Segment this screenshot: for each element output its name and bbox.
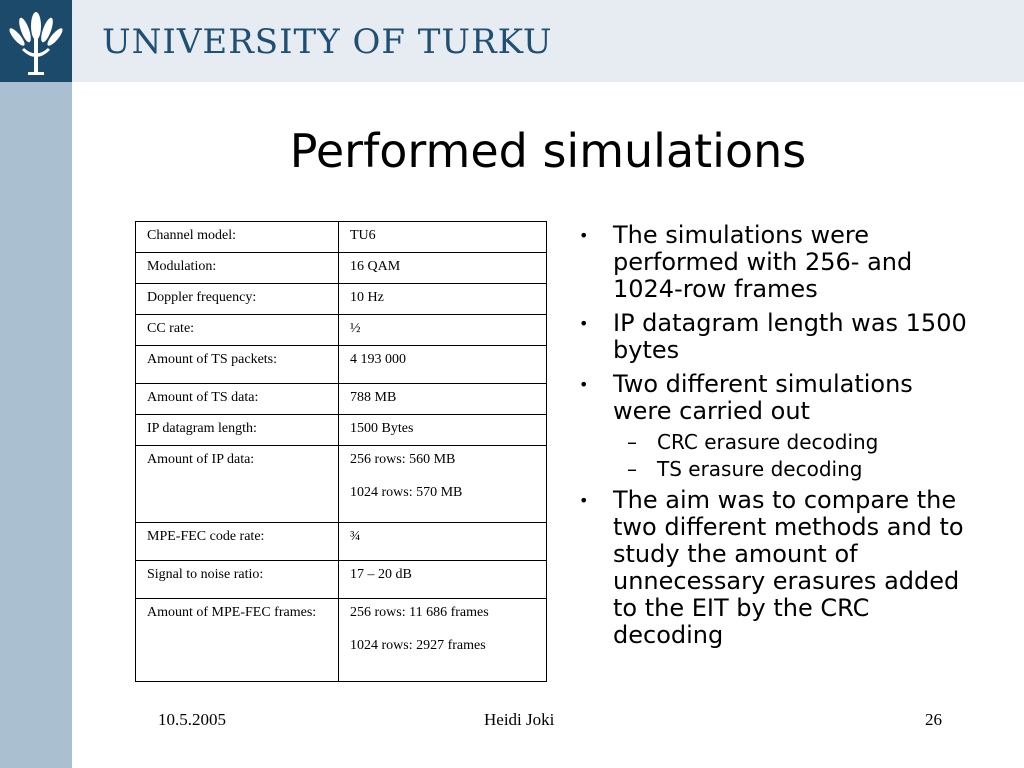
bullet-list <box>576 222 976 656</box>
list-item <box>576 222 976 303</box>
footer-date: 10.5.2005 <box>158 710 226 729</box>
list-item <box>576 310 976 364</box>
param-value <box>339 446 547 523</box>
param-label: Doppler frequency: <box>136 284 339 315</box>
param-label: Amount of IP data: <box>136 446 339 523</box>
param-value: 16 QAM <box>339 253 547 284</box>
university-name: UNIVERSITY OF TURKU <box>102 22 553 62</box>
param-value: 10 Hz <box>339 284 547 315</box>
simulation-parameters-table <box>135 221 547 682</box>
param-value <box>339 599 547 682</box>
table-row <box>136 315 547 346</box>
param-value: TU6 <box>339 222 547 253</box>
bullet-icon: • <box>579 375 589 394</box>
table-row <box>136 446 547 523</box>
list-item <box>576 487 976 649</box>
param-label: IP datagram length: <box>136 415 339 446</box>
param-value: 17 – 20 dB <box>339 561 547 599</box>
logo <box>0 0 72 82</box>
bullet-text: Two different simulations were carried out <box>613 370 913 425</box>
table-row <box>136 415 547 446</box>
param-value: ½ <box>339 315 547 346</box>
value-line-2: 1024 rows: 570 MB <box>350 485 463 500</box>
bullet-icon: • <box>579 314 589 333</box>
dash-icon: – <box>627 457 637 481</box>
bullet-text: IP datagram length was 1500 bytes <box>613 309 967 364</box>
university-emblem-icon <box>8 4 64 80</box>
sub-bullet-text: CRC erasure decoding <box>657 430 879 454</box>
table-row <box>136 599 547 682</box>
param-label: Channel model: <box>136 222 339 253</box>
table-row <box>136 346 547 384</box>
left-sidebar-bar <box>0 0 72 768</box>
param-value: ¾ <box>339 523 547 561</box>
param-value: 788 MB <box>339 384 547 415</box>
param-label: Signal to noise ratio: <box>136 561 339 599</box>
table-row <box>136 284 547 315</box>
param-label: Modulation: <box>136 253 339 284</box>
param-label: Amount of MPE-FEC frames: <box>136 599 339 682</box>
param-label: Amount of TS data: <box>136 384 339 415</box>
table-row <box>136 561 547 599</box>
sub-bullet-text: TS erasure decoding <box>657 457 863 481</box>
value-line-1: 256 rows: 560 MB <box>350 452 456 467</box>
bullet-icon: • <box>579 491 589 510</box>
param-value: 1500 Bytes <box>339 415 547 446</box>
slide-title: Performed simulations <box>289 124 807 178</box>
footer-page-number: 26 <box>925 710 942 729</box>
table-row <box>136 384 547 415</box>
sub-list-item <box>576 429 976 456</box>
param-label: MPE-FEC code rate: <box>136 523 339 561</box>
param-label: CC rate: <box>136 315 339 346</box>
value-line-2: 1024 rows: 2927 frames <box>350 638 486 653</box>
footer-author: Heidi Joki <box>484 710 555 729</box>
table-row <box>136 523 547 561</box>
bullet-icon: • <box>579 226 589 245</box>
sub-list-item <box>576 456 976 483</box>
param-value: 4 193 000 <box>339 346 547 384</box>
dash-icon: – <box>627 430 637 454</box>
param-label: Amount of TS packets: <box>136 346 339 384</box>
table-row <box>136 222 547 253</box>
bullet-text: The aim was to compare the two different methods and to study the amount of unnecessary erasures added to the EIT by the CRC decoding <box>613 486 964 649</box>
value-line-1: 256 rows: 11 686 frames <box>350 605 489 620</box>
bullet-text: The simulations were performed with 256- and 1024-row frames <box>613 221 913 303</box>
table-row <box>136 253 547 284</box>
list-item <box>576 371 976 425</box>
